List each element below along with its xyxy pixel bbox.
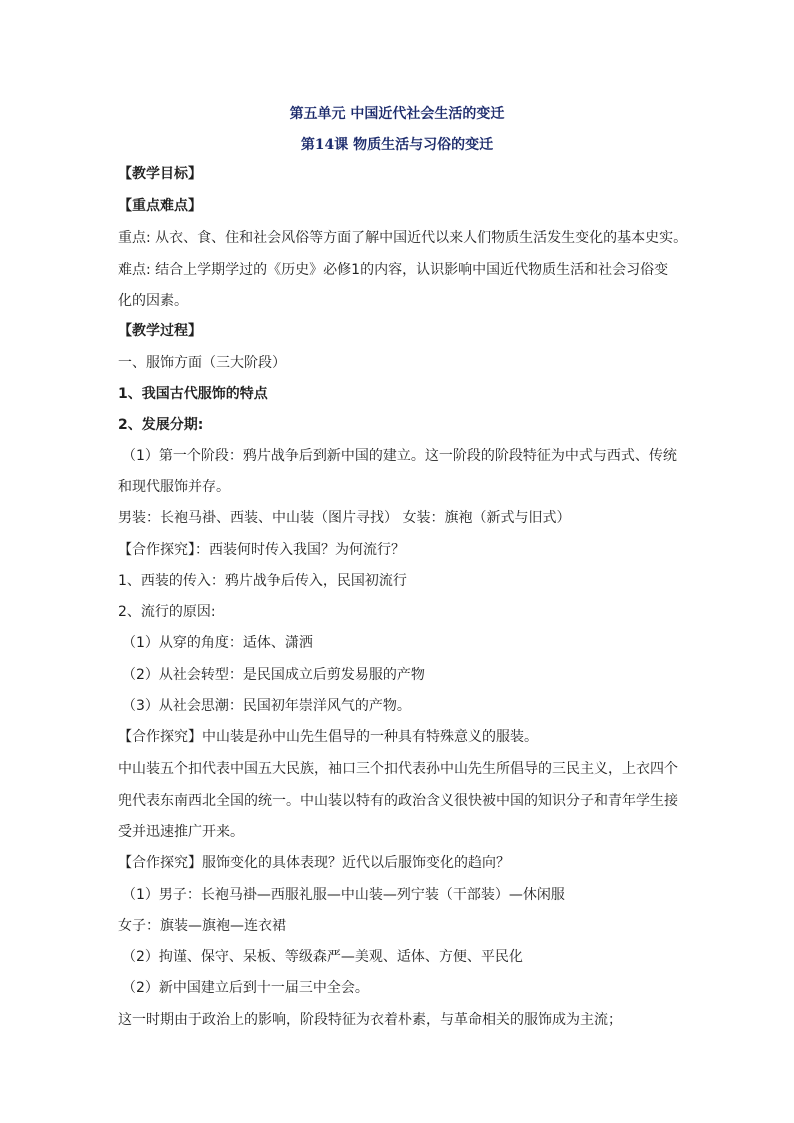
list-item: （2）从社会转型：是民国成立后剪发易服的产物 — [122, 667, 425, 683]
list-item: （1）男子：长袍马褂—西服礼服—中山装—列宁装（干部装）—休闲服 — [122, 887, 565, 903]
paragraph-stage-two: 这一时期由于政治上的影响，阶段特征为衣着朴素，与革命相关的服饰成为主流； — [118, 1012, 622, 1028]
list-item: 女子：旗装—旗袍—连衣裙 — [118, 918, 286, 934]
paragraph-key-point: 重点: 从衣、食、住和社会风俗等方面了解中国近代以来人们物质生活发生变化的基本史实。 — [118, 230, 688, 246]
paragraph-inquiry-zhongshan: 【合作探究】中山装是孙中山先生倡导的一种具有特殊意义的服装。 — [118, 729, 538, 745]
list-item: （2）拘谨、保守、呆板、等级森严—美观、适体、方便、平民化 — [122, 949, 523, 965]
paragraph-difficulty-cont: 化的因素。 — [118, 293, 188, 309]
paragraph-zhongshan-cont: 兜代表东南西北全国的统一。中山装以特有的政治含义很快被中国的知识分子和青年学生接 — [118, 793, 678, 809]
list-item: 1、西装的传入：鸦片战争后传入，民国初流行 — [118, 573, 407, 589]
section-heading-key-points: 【重点难点】 — [118, 198, 202, 214]
paragraph-clothing: 一、服饰方面（三大阶段） — [118, 355, 286, 371]
paragraph-difficulty: 难点: 结合上学期学过的《历史》必修1的内容，认识影响中国近代物质生活和社会习俗变 — [118, 262, 669, 278]
lesson-title: 第14课 物质生活与习俗的变迁 — [300, 137, 494, 153]
paragraph-zhongshan-end: 受并迅速推广开来。 — [118, 824, 244, 840]
section-heading-process: 【教学过程】 — [118, 323, 202, 339]
paragraph-stage-one: （1）第一个阶段：鸦片战争后到新中国的建立。这一阶段的阶段特征为中式与西式、传统 — [122, 448, 677, 464]
paragraph-inquiry-trend: 【合作探究】服饰变化的具体表现？近代以后服饰变化的趋向？ — [118, 855, 510, 871]
section-heading-objectives: 【教学目标】 — [118, 166, 202, 182]
list-item: （1）从穿的角度：适体、潇洒 — [122, 635, 313, 651]
subheading-development: 2、发展分期: — [118, 417, 204, 433]
list-item: （2）新中国建立后到十一届三中全会。 — [122, 980, 369, 996]
subheading-ancient-clothing: 1、我国古代服饰的特点 — [118, 386, 268, 402]
paragraph-stage-one-cont: 和现代服饰并存。 — [118, 479, 230, 495]
paragraph-clothing-types: 男装：长袍马褂、西装、中山装（图片寻找） 女装：旗袍（新式与旧式） — [118, 510, 571, 526]
unit-title: 第五单元 中国近代社会生活的变迁 — [289, 106, 505, 122]
list-item: 2、流行的原因: — [118, 604, 216, 620]
paragraph-zhongshan: 中山装五个扣代表中国五大民族，袖口三个扣代表孙中山先生所倡导的三民主义，上衣四个 — [118, 761, 678, 777]
paragraph-inquiry-suit: 【合作探究】：西装何时传入我国？为何流行？ — [118, 542, 405, 558]
list-item: （3）从社会思潮：民国初年崇洋风气的产物。 — [122, 698, 411, 714]
